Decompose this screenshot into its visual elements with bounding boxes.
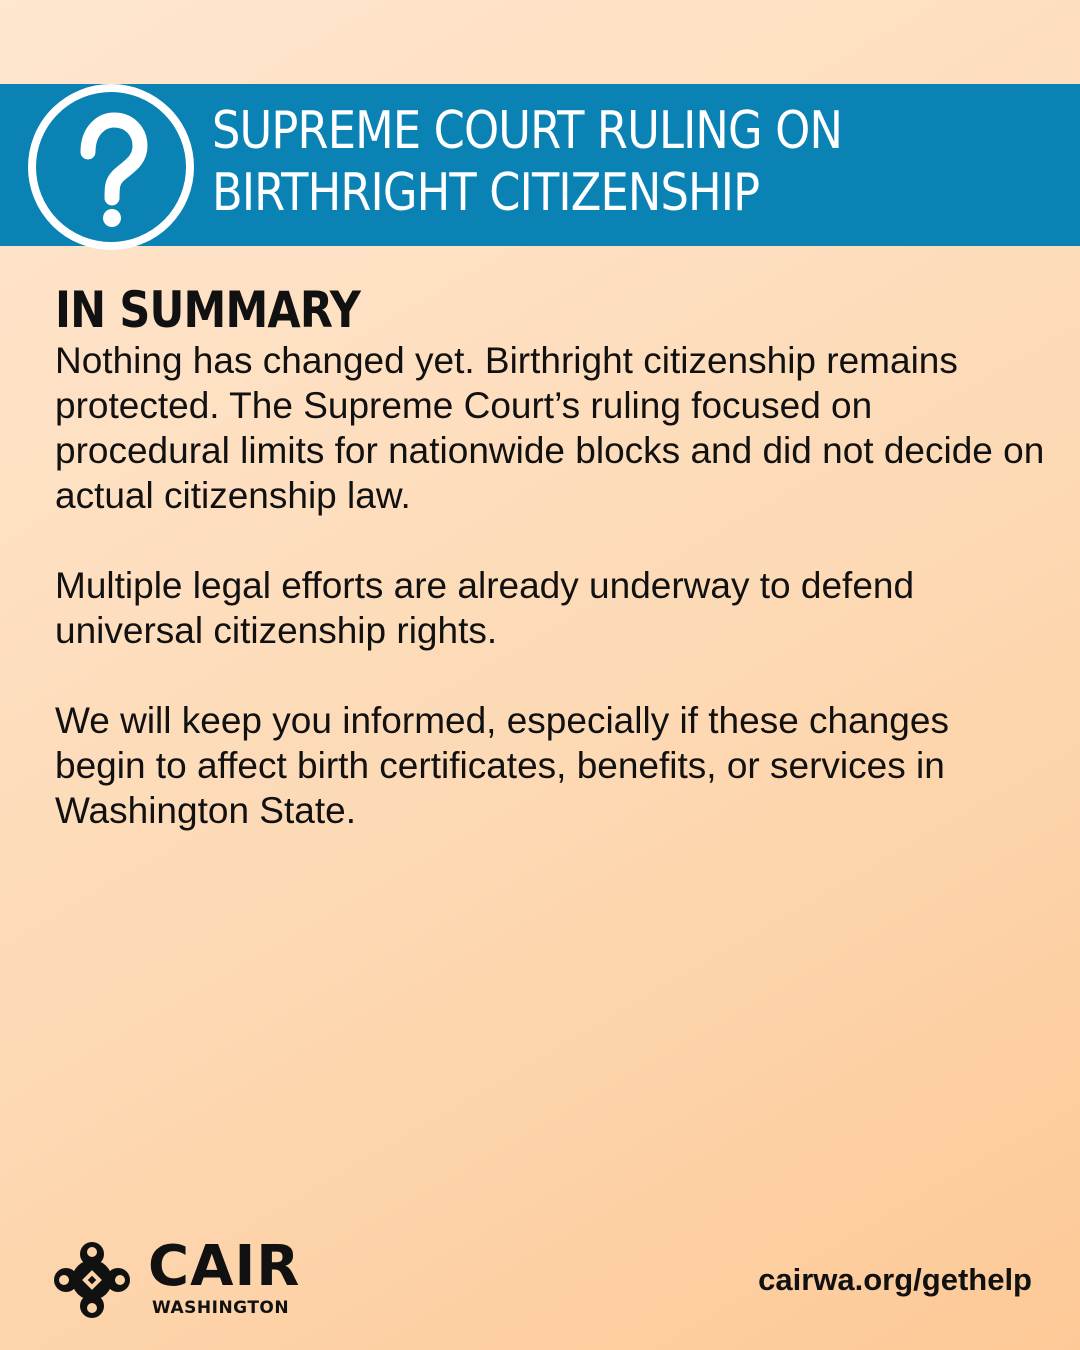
page-title xyxy=(212,100,934,224)
title-line-1: SUPREME COURT RULING ON xyxy=(212,101,843,161)
help-url-link[interactable]: cairwa.org/gethelp xyxy=(758,1262,1032,1297)
cair-flower-logo-icon xyxy=(52,1240,132,1320)
summary-heading: IN SUMMARY xyxy=(55,281,361,339)
summary-paragraph: We will keep you informed, especially if these changes begin to affect birth certificates, benefits, or services in Washington State. xyxy=(55,700,949,831)
summary-body xyxy=(55,338,1045,878)
title-line-2: BIRTHRIGHT CITIZENSHIP xyxy=(212,163,760,223)
cair-washington-logo xyxy=(52,1234,312,1320)
summary-paragraph: Nothing has changed yet. Birthright citizenship remains protected. The Supreme Court’s ruling focused on procedural limits for nationwide blocks and did not decide on actual citizenship law. xyxy=(55,340,1045,516)
logo-subtitle: WASHINGTON xyxy=(152,1298,290,1318)
logo-name: CAIR xyxy=(148,1234,301,1299)
question-mark-icon xyxy=(28,84,194,250)
summary-paragraph: Multiple legal efforts are already underway to defend universal citizenship rights. xyxy=(55,565,915,651)
